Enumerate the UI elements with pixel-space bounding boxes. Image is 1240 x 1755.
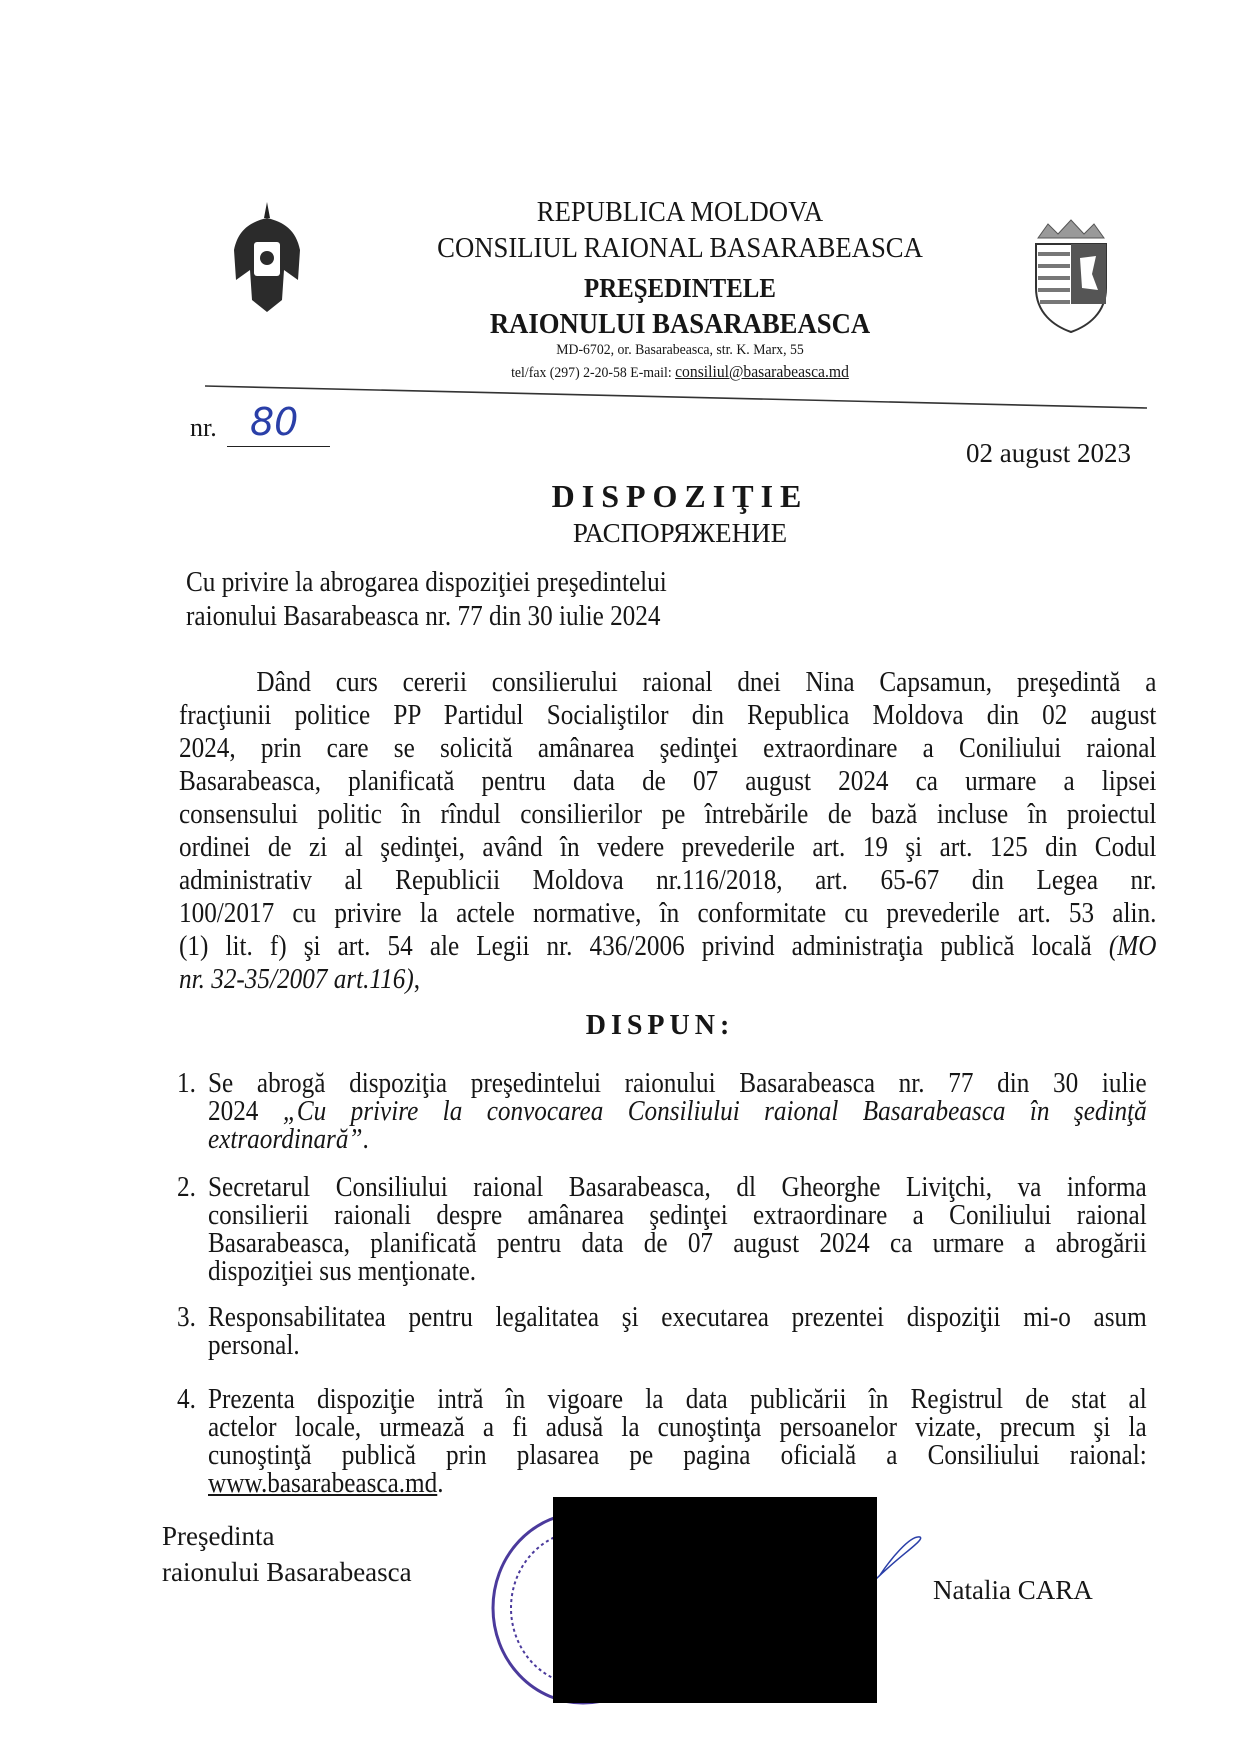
telfax: tel/fax (297) 2-20-58 E-mail: xyxy=(511,365,676,381)
address: MD-6702, or. Basarabeasca, str. K. Marx, 55 xyxy=(556,342,804,358)
role-line: raionului Basarabeasca xyxy=(162,1557,412,1587)
text-line xyxy=(208,1070,1147,1098)
item-number: 2. xyxy=(177,1172,196,1203)
text-line xyxy=(208,1126,1147,1154)
text-segment: extraordinară” xyxy=(208,1124,363,1155)
redaction-box xyxy=(553,1497,877,1703)
text-line xyxy=(179,831,1156,864)
country-name: REPUBLICA MOLDOVA xyxy=(536,196,824,228)
text-segment: Se abrogă dispoziţia preşedintelui raionului Basarabeasca nr. 77 din 30 iulie xyxy=(208,1068,1147,1099)
item-text xyxy=(208,1070,1147,1154)
text-segment: nr. 32-35/2007 art.116) xyxy=(179,964,414,995)
text-segment: , xyxy=(413,964,421,995)
text-segment: 2024 xyxy=(208,1096,283,1127)
text-segment: ordinei de zi al şedinţei, având în vedere prevederile art. 19 şi art. 125 din Codul xyxy=(179,832,1157,863)
item-text xyxy=(208,1174,1147,1286)
text-segment: consensului politic în rîndul consilierilor pe întrebările de bază incluse în proiectul xyxy=(179,799,1157,830)
signature-scribble xyxy=(870,1535,930,1585)
text-segment: Secretarul Consiliului raional Basarabeasca, dl Gheorghe Liviţchi, va informa xyxy=(208,1172,1147,1203)
item-text xyxy=(208,1304,1147,1360)
text-line xyxy=(208,1098,1147,1126)
email-link[interactable]: consiliul@basarabeasca.md xyxy=(675,362,849,381)
text-segment: (MO xyxy=(1108,931,1157,962)
text-line xyxy=(179,699,1156,732)
text-segment: fracţiunii politice PP Partidul Socialiştilor din Republica Moldova din 02 august xyxy=(179,700,1157,731)
text-segment: 100/2017 cu privire la actele normative, în conformitate cu prevederile art. 53 alin. xyxy=(179,898,1157,929)
header-divider xyxy=(205,384,1147,412)
nr-label: nr. xyxy=(190,413,217,442)
text-segment: Basarabeasca, planificată pentru data de 07 august 2024 ca urmare a lipsei xyxy=(179,766,1157,797)
text-segment: dispoziţiei sus menţionate. xyxy=(208,1256,477,1287)
text-segment: Dând curs cererii consilierului raional dnei Nina Capsamun, preşedintă a xyxy=(256,667,1157,698)
text-line xyxy=(179,732,1156,765)
subject-line: raionului Basarabeasca nr. 77 din 30 iulie 2024 xyxy=(186,601,661,632)
office-title-line2: RAIONULUI BASARABEASCA xyxy=(489,308,871,340)
text-line xyxy=(208,1230,1147,1258)
item-number: 4. xyxy=(177,1384,196,1415)
subject-line: Cu privire la abrogarea dispoziţiei preşedintelui xyxy=(186,567,667,598)
text-segment: personal. xyxy=(208,1330,300,1361)
text-line xyxy=(179,666,1156,699)
text-segment: consilierii raionali despre amânarea şedinţei extraordinare a Coniliului raional xyxy=(208,1200,1147,1231)
text-line xyxy=(208,1174,1147,1202)
text-segment: . xyxy=(437,1468,444,1499)
website-link[interactable]: www.basarabeasca.md xyxy=(208,1468,438,1499)
item-number: 1. xyxy=(177,1068,196,1099)
dispun-heading: DISPUN: xyxy=(585,1010,735,1041)
document-date: 02 august 2023 xyxy=(966,438,1131,468)
office-title-line1: PREŞEDINTELE xyxy=(584,273,776,303)
moldova-coat-of-arms-icon xyxy=(230,200,304,315)
nr-underline xyxy=(227,446,330,447)
item-text xyxy=(208,1386,1147,1498)
text-line xyxy=(208,1386,1147,1414)
text-segment: Responsabilitatea pentru legalitatea şi executarea prezentei dispoziţii mi-o asum xyxy=(208,1302,1147,1333)
text-segment: cunoştinţă publică prin plasarea pe pagina oficială a Consiliului raional: xyxy=(208,1440,1147,1471)
text-line xyxy=(179,897,1156,930)
text-segment: Basarabeasca, planificată pentru data de 07 august 2024 ca urmare a abrogării xyxy=(208,1228,1147,1259)
subject xyxy=(186,566,667,634)
document-title-ru: РАСПОРЯЖЕНИЕ xyxy=(572,518,788,548)
preamble-paragraph xyxy=(179,666,1156,996)
text-line xyxy=(179,798,1156,831)
text-segment: (1) lit. f) şi art. 54 ale Legii nr. 436/2006 privind administraţia publică locală xyxy=(179,931,1109,962)
signatory-role xyxy=(162,1518,412,1590)
text-segment: administrativ al Republicii Moldova nr.116/2018, art. 65-67 din Legea nr. xyxy=(179,865,1157,896)
text-line xyxy=(208,1442,1147,1470)
council-name: CONSILIUL RAIONAL BASARABEASCA xyxy=(437,232,923,264)
text-line xyxy=(208,1304,1147,1332)
text-line xyxy=(208,1202,1147,1230)
text-segment: actelor locale, urmează a fi adusă la cunoştinţa persoanelor vizate, precum şi la xyxy=(208,1412,1147,1443)
text-line xyxy=(208,1470,1147,1498)
text-line xyxy=(179,930,1156,963)
text-line xyxy=(208,1414,1147,1442)
signatory-name: Natalia CARA xyxy=(933,1575,1093,1605)
text-segment: 2024, prin care se solicită amânarea şedinţei extraordinare a Coniliului raional xyxy=(179,733,1157,764)
text-segment: „Cu privire la convocarea Consiliului raional Basarabeasca în şedinţă xyxy=(282,1096,1147,1127)
text-line xyxy=(208,1332,1147,1360)
item-number: 3. xyxy=(177,1302,196,1333)
text-line xyxy=(179,765,1156,798)
text-line xyxy=(208,1258,1147,1286)
text-segment: Prezenta dispoziţie intră în vigoare la data publicării în Registrul de stat al xyxy=(208,1384,1147,1415)
text-line xyxy=(179,963,1156,996)
contact-line xyxy=(404,362,956,383)
nr-value-handwritten: 80 xyxy=(250,400,299,444)
basarabeasca-coat-of-arms-icon xyxy=(1030,218,1112,334)
text-line xyxy=(179,864,1156,897)
role-line: Preşedinta xyxy=(162,1521,275,1551)
text-segment: . xyxy=(362,1124,369,1155)
document-title: DISPOZIŢIE xyxy=(551,478,809,514)
